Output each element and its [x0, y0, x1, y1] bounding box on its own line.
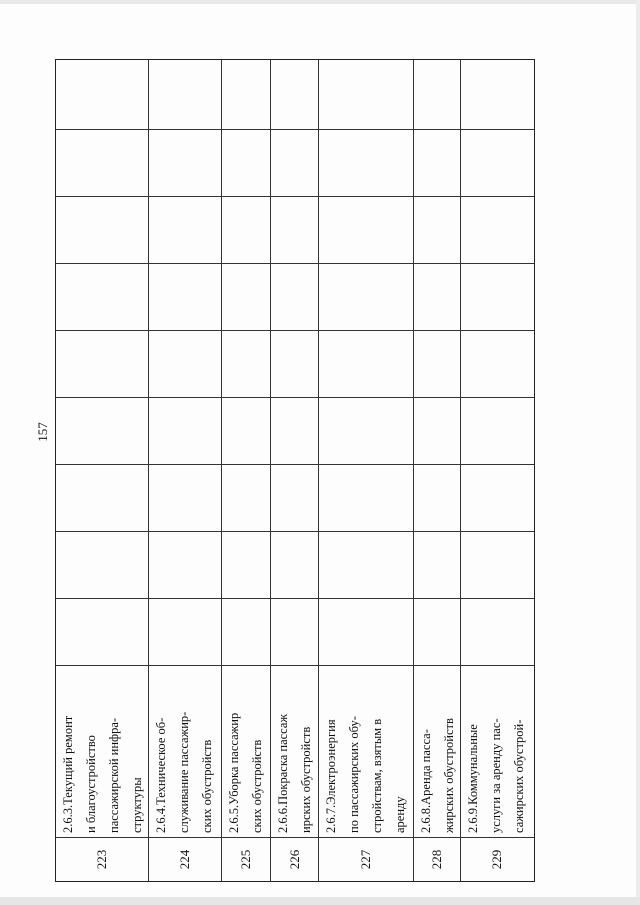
row-number: 227 — [319, 837, 412, 881]
empty-cell — [414, 62, 460, 129]
empty-cell — [461, 196, 534, 263]
page-number: 157 — [35, 422, 50, 442]
description-line: 2.6.3.Текущий ремонт — [61, 715, 75, 833]
table-row — [414, 60, 461, 881]
description-line: ирских обустройств — [299, 726, 314, 833]
empty-cell — [461, 129, 534, 196]
scan-edge-top — [0, 0, 640, 4]
description-line: 2.6.9.Коммунальные — [465, 724, 480, 833]
empty-cell — [414, 464, 460, 531]
table-row — [271, 60, 319, 881]
description-line: пассажирской инфра- — [107, 717, 121, 833]
empty-cell — [271, 464, 318, 531]
row-number: 228 — [414, 837, 460, 881]
empty-cell — [222, 598, 271, 665]
empty-cell — [222, 330, 271, 397]
empty-cell — [149, 62, 221, 129]
table-row — [461, 60, 534, 881]
empty-cell — [149, 330, 221, 397]
empty-cell — [414, 598, 460, 665]
description-line: аренду — [393, 796, 408, 833]
description-line: 2.6.8.Аренда пасса- — [418, 729, 433, 833]
empty-cell — [271, 129, 318, 196]
table-row — [222, 60, 272, 881]
empty-cell — [271, 330, 318, 397]
empty-cell — [149, 464, 221, 531]
empty-cell — [319, 196, 412, 263]
empty-cell — [56, 397, 148, 464]
empty-cell — [222, 397, 271, 464]
empty-cell — [149, 397, 221, 464]
empty-cell — [461, 397, 534, 464]
empty-cell — [149, 129, 221, 196]
empty-cell — [461, 62, 534, 129]
empty-cell — [149, 263, 221, 330]
empty-cell — [222, 263, 271, 330]
table-row — [56, 60, 149, 881]
description-line: сажирских обустрой- — [511, 719, 526, 833]
empty-cell — [149, 598, 221, 665]
row-number: 226 — [271, 837, 318, 881]
empty-cell — [56, 464, 148, 531]
empty-cell — [56, 263, 148, 330]
empty-cell — [271, 531, 318, 598]
empty-cell — [271, 598, 318, 665]
empty-cell — [319, 330, 412, 397]
table-row — [319, 60, 413, 881]
row-description — [149, 665, 221, 837]
empty-cell — [149, 196, 221, 263]
empty-cell — [56, 196, 148, 263]
empty-cell — [56, 129, 148, 196]
row-description — [414, 665, 460, 837]
scan-edge-right — [636, 0, 640, 905]
description-line: 2.6.4.Техническое об- — [154, 717, 168, 833]
empty-cell — [319, 129, 412, 196]
empty-cell — [414, 129, 460, 196]
empty-cell — [149, 531, 221, 598]
row-description — [56, 665, 148, 837]
row-description — [461, 665, 534, 837]
empty-cell — [271, 397, 318, 464]
empty-cell — [222, 129, 271, 196]
empty-cell — [414, 531, 460, 598]
description-line: и благоустройство — [84, 735, 98, 833]
description-line: служивание пассажир- — [177, 711, 191, 833]
table-row — [149, 60, 222, 881]
empty-cell — [461, 598, 534, 665]
empty-cell — [414, 397, 460, 464]
row-number: 224 — [149, 837, 221, 881]
empty-cell — [271, 62, 318, 129]
empty-cell — [222, 464, 271, 531]
description-line: 2.6.6.Покраска пассаж — [276, 713, 291, 833]
empty-cell — [414, 263, 460, 330]
description-line: структуры — [130, 777, 144, 833]
row-description — [222, 665, 271, 837]
description-line: услуги за аренду пас- — [488, 718, 503, 833]
description-line: по пассажирских обу- — [347, 716, 362, 833]
empty-cell — [319, 464, 412, 531]
row-description — [271, 665, 318, 837]
row-number: 225 — [222, 837, 271, 881]
description-line: стройствам, взятым в — [370, 718, 385, 833]
row-description — [319, 665, 412, 837]
description-line: 2.6.7.Электроэнергия — [324, 719, 339, 833]
empty-cell — [271, 196, 318, 263]
empty-cell — [56, 62, 148, 129]
row-number: 229 — [461, 837, 534, 881]
description-line: 2.6.5.Уборка пассажир — [226, 712, 241, 833]
empty-cell — [319, 531, 412, 598]
empty-cell — [271, 263, 318, 330]
description-line: ских обустройств — [249, 739, 264, 833]
empty-cell — [461, 464, 534, 531]
empty-cell — [461, 263, 534, 330]
empty-cell — [222, 62, 271, 129]
empty-cell — [56, 531, 148, 598]
description-line: ских обустройств — [200, 739, 214, 833]
empty-cell — [222, 531, 271, 598]
empty-cell — [319, 263, 412, 330]
empty-cell — [56, 330, 148, 397]
row-number: 223 — [56, 837, 148, 881]
data-table — [55, 59, 535, 882]
empty-cell — [222, 196, 271, 263]
empty-cell — [414, 330, 460, 397]
empty-cell — [461, 330, 534, 397]
empty-cell — [319, 598, 412, 665]
scan-edge-bottom — [0, 897, 640, 905]
empty-cell — [414, 196, 460, 263]
description-line: жирских обустройств — [441, 718, 456, 833]
empty-cell — [461, 531, 534, 598]
empty-cell — [319, 397, 412, 464]
empty-cell — [56, 598, 148, 665]
empty-cell — [319, 62, 412, 129]
